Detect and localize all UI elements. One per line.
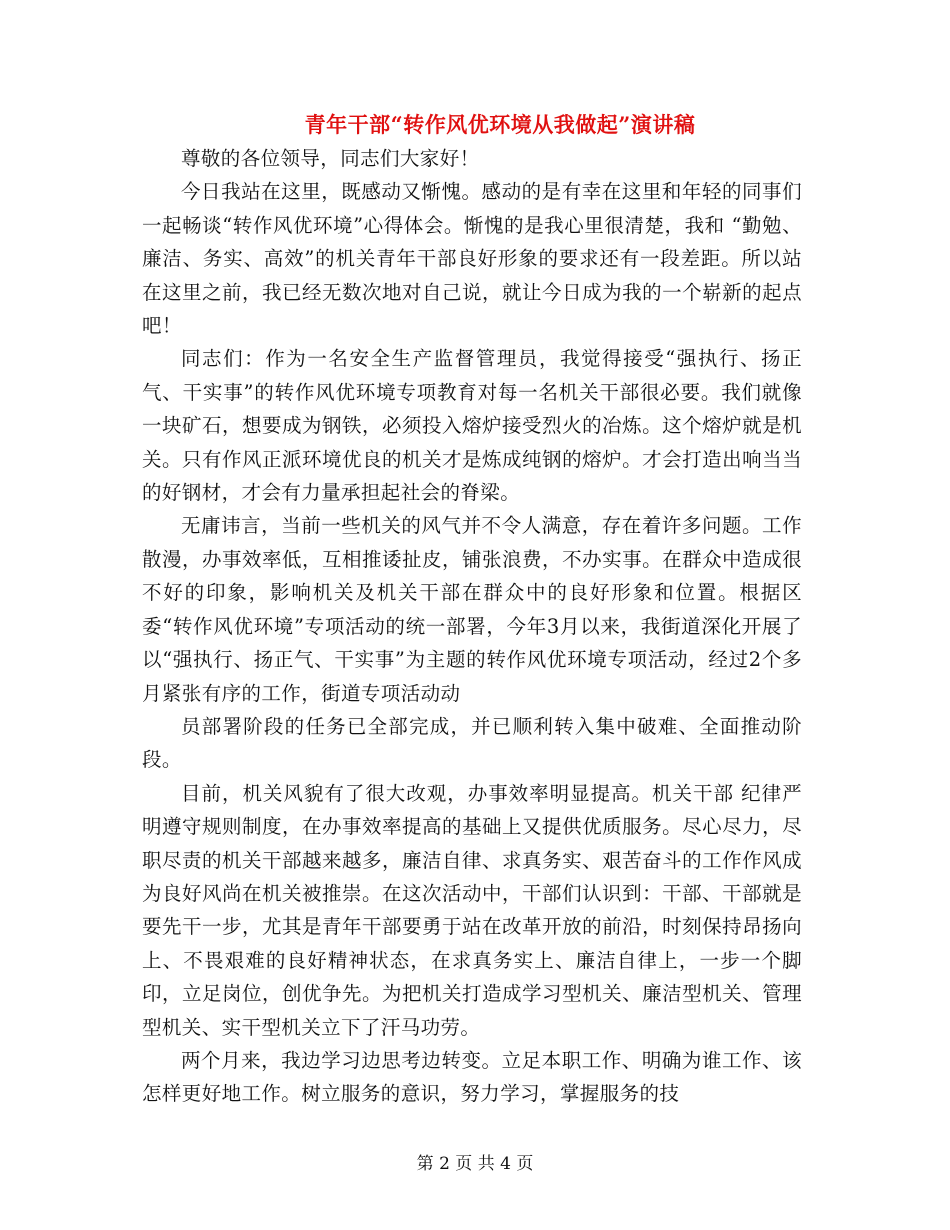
paragraph: 今日我站在这里，既感动又惭愧。感动的是有幸在这里和年轻的同事们一起畅谈“转作风优环境”心得体会。惭愧的是我心里很清楚，我和 “勤勉、廉洁、务实、高效”的机关青年干部良好形象的要求还有一段差距。所以站在这里之前，我已经无数次地对自己说，就让今日成为我的一个崭新的起点吧！ [142, 180, 802, 338]
paragraph: 两个月来，我边学习边思考边转变。立足本职工作、明确为谁工作、该怎样更好地工作。树立服务的意识，努力学习，掌握服务的技 [142, 1048, 802, 1106]
paragraph: 同志们：作为一名安全生产监督管理员，我觉得接受“强执行、扬正气、干实事”的转作风优环境专项教育对每一名机关干部很必要。我们就像一块矿石，想要成为钢铁，必须投入熔炉接受烈火的冶炼。这个熔炉就是机关。只有作风正派环境优良的机关才是炼成纯钢的熔炉。才会打造出响当当的好钢材，才会有力量承担起社会的脊梁。 [142, 347, 802, 505]
document-body [142, 142, 802, 1111]
document-title: 青年干部“转作风优环境从我做起”演讲稿 [304, 112, 696, 137]
paragraph-greeting: 尊敬的各位领导，同志们大家好！ [181, 147, 480, 170]
paragraph: 无庸讳言，当前一些机关的风气并不令人满意，存在着许多问题。工作散漫，办事效率低，互相推诿扯皮，铺张浪费，不办实事。在群众中造成很不好的印象，影响机关及机关干部在群众中的良好形象和位置。根据区委“转作风优环境”专项活动的统一部署，今年3月以来，我街道深化开展了以“强执行、扬正气、干实事”为主题的转作风优环境专项活动，经过2个多月紧张有序的工作，街道专项活动动 [142, 514, 802, 705]
paragraph: 目前，机关风貌有了很大改观，办事效率明显提高。机关干部 纪律严明遵守规则制度，在办事效率提高的基础上又提供优质服务。尽心尽力，尽职尽责的机关干部越来越多，廉洁自律、求真务实、艰苦奋斗的工作作风成为良好风尚在机关被推崇。在这次活动中，干部们认识到：干部、干部就是要先干一步，尤其是青年干部要勇于站在改革开放的前沿，时刻保持昂扬向上、不畏艰难的良好精神状态，在求真务实上、廉洁自律上，一步一个脚印，立足岗位，创优争先。为把机关打造成学习型机关、廉洁型机关、管理型机关、实干型机关立下了汗马功劳。 [142, 781, 802, 1039]
page-number-footer: 第 2 页 共 4 页 [416, 1154, 534, 1174]
paragraph: 员部署阶段的任务已全部完成，并已顺利转入集中破难、全面推动阶段。 [142, 714, 802, 772]
